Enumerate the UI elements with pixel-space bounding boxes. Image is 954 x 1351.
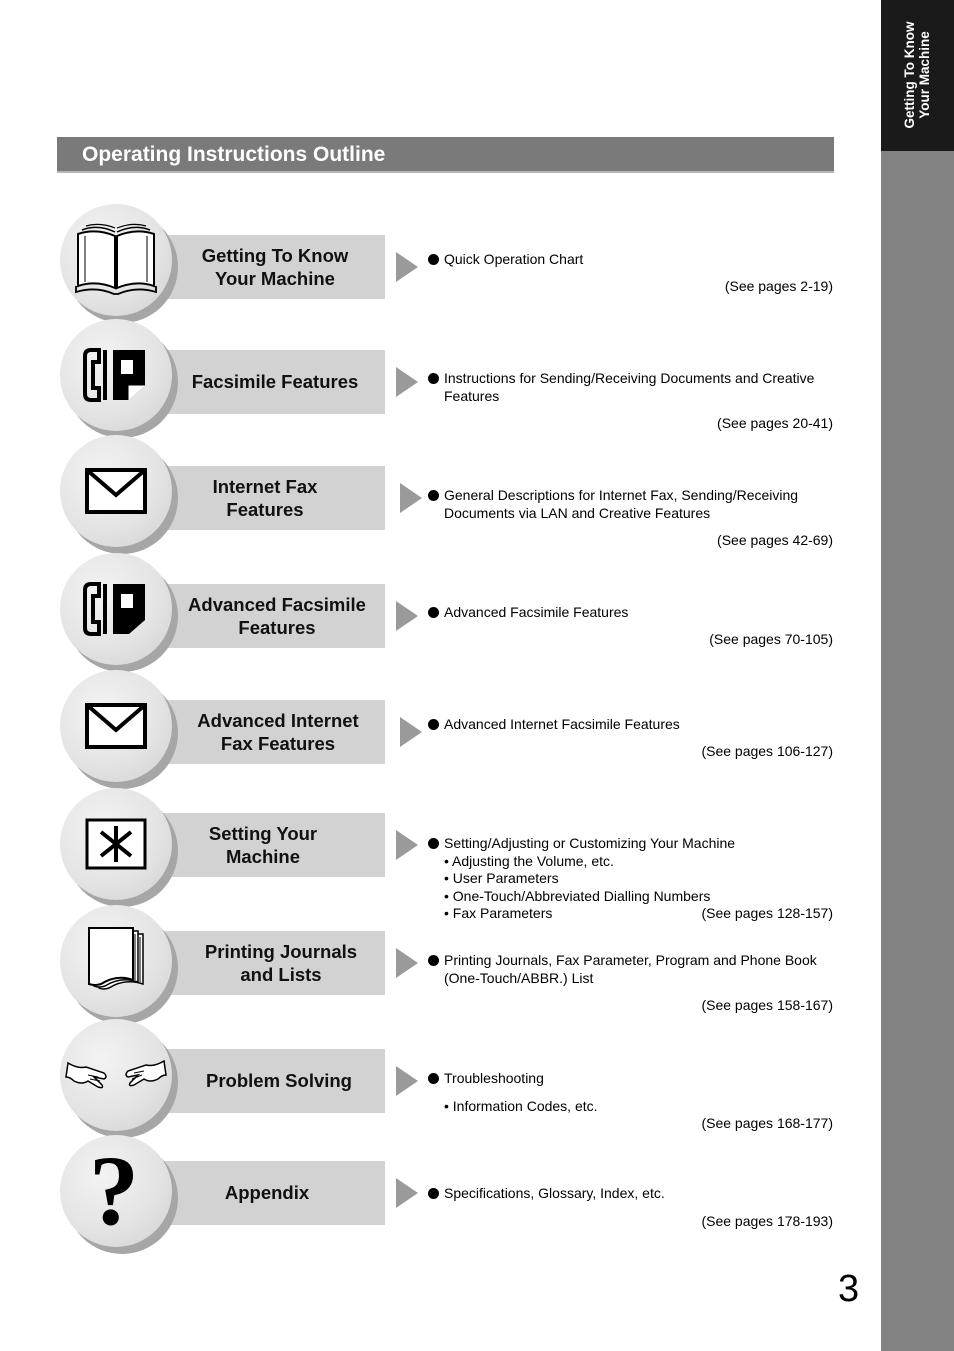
description-item [428, 251, 833, 269]
outline-row-facsimile-features [0, 318, 860, 438]
chapter-title-line2: and Lists [240, 964, 322, 985]
fax-icon [60, 553, 172, 665]
question-mark-icon: ? [89, 1135, 139, 1246]
chapter-title-line1: Appendix [224, 1182, 310, 1204]
chapter-description [428, 370, 833, 433]
description-item [428, 952, 833, 987]
chapter-title-line1: Advanced Internet [197, 709, 359, 731]
envelope-icon [60, 670, 172, 782]
pointer-arrow-icon [396, 252, 418, 282]
description-item [428, 716, 833, 734]
fax-icon [60, 319, 172, 431]
description-text: General Descriptions for Internet Fax, Sending/Receiving [444, 487, 799, 503]
sub-item: • User Parameters [444, 870, 559, 886]
description-text: Instructions for Sending/Receiving Documents and Creative [444, 370, 815, 386]
chapter-title [181, 931, 381, 995]
description-text-continued: (One-Touch/ABBR.) List [444, 969, 594, 986]
outline-row-appendix [0, 1134, 860, 1254]
outline-row-advanced-facsimile [0, 552, 860, 672]
bullet-icon [428, 1188, 439, 1199]
outline-row-getting-to-know [0, 203, 860, 323]
side-tab-line1: Getting To Know [902, 21, 917, 129]
page-reference: (See pages 42-69) [717, 532, 833, 548]
description-text: Advanced Internet Facsimile Features [444, 716, 680, 732]
page-number: 3 [838, 1268, 860, 1310]
pointer-arrow-icon [396, 367, 418, 397]
chapter-title-line2: Fax Features [220, 733, 336, 754]
bullet-icon [428, 490, 439, 501]
chapter-title-line1: Getting To Know [201, 244, 349, 266]
chapter-title-line2: Features [226, 499, 304, 520]
chapter-title [177, 584, 377, 648]
pointer-arrow-icon [396, 830, 418, 860]
side-tab-label [902, 22, 932, 129]
chapter-title [167, 1161, 367, 1225]
description-text-continued: Documents via LAN and Creative Features [444, 504, 711, 521]
chapter-title-line2: Machine [225, 846, 300, 867]
page-reference: (See pages 106-127) [701, 742, 833, 759]
bullet-icon [428, 1073, 439, 1084]
chapter-description [428, 1185, 833, 1230]
bullet-icon [428, 719, 439, 730]
description-text: Specifications, Glossary, Index, etc. [444, 1185, 665, 1201]
chapter-title [175, 235, 375, 299]
page-reference: (See pages 70-105) [709, 630, 833, 647]
chapter-title [179, 1049, 379, 1113]
chapter-title-line1: Problem Solving [206, 1070, 352, 1092]
section-header [57, 137, 834, 173]
pointer-arrow-icon [396, 1066, 418, 1096]
page-reference: (See pages 158-167) [701, 997, 833, 1013]
description-text-continued: Features [444, 387, 500, 404]
description-text: Printing Journals, Fax Parameter, Program and Phone Book [444, 952, 817, 968]
page-reference: (See pages 20-41) [717, 415, 833, 431]
chapter-title-line1: Facsimile Features [191, 371, 359, 393]
outline-row-printing-journals [0, 904, 860, 1024]
description-item [428, 1070, 833, 1088]
outline-row-internet-fax [0, 434, 860, 554]
pointer-arrow-icon [396, 948, 418, 978]
description-item [428, 604, 833, 622]
pointer-arrow-icon [396, 1178, 418, 1208]
page-reference: (See pages 168-177) [701, 1115, 833, 1131]
bullet-icon [428, 373, 439, 384]
description-item [428, 370, 833, 405]
description-text: Advanced Facsimile Features [444, 604, 629, 620]
book-icon [60, 204, 172, 316]
envelope-icon [60, 435, 172, 547]
sub-item: • Information Codes, etc. [444, 1097, 598, 1114]
pointer-arrow-icon [400, 717, 422, 747]
side-tab [881, 0, 954, 1351]
chapter-title-line2: Your Machine [215, 268, 335, 289]
chapter-title [165, 466, 365, 530]
page-reference: (See pages 128-157) [701, 905, 833, 921]
chapter-title [175, 350, 375, 414]
documents-icon [60, 905, 172, 1017]
pointer-arrow-icon [396, 601, 418, 631]
chapter-description [428, 1070, 833, 1133]
description-text: Troubleshooting [444, 1070, 544, 1086]
section-title: Operating Instructions Outline [82, 143, 386, 166]
outline-row-problem-solving [0, 1018, 860, 1138]
handshake-icon [60, 1019, 172, 1131]
chapter-title-line1: Printing Journals [204, 940, 358, 962]
outline-row-setting-your-machine [0, 787, 860, 921]
chapter-title-line2: Features [238, 617, 316, 638]
description-text: Quick Operation Chart [444, 251, 584, 267]
description-item [428, 487, 833, 522]
chapter-title [163, 813, 363, 877]
description-text: Setting/Adjusting or Customizing Your Machine [444, 835, 736, 851]
side-tab-line2: Your Machine [917, 31, 932, 119]
bullet-icon [428, 955, 439, 966]
description-item [428, 835, 833, 853]
chapter-title-line1: Setting Your [208, 822, 318, 844]
bullet-icon [428, 607, 439, 618]
chapter-description [428, 251, 833, 295]
sub-item: • One-Touch/Abbreviated Dialling Numbers [444, 887, 711, 904]
sub-item: • Adjusting the Volume, etc. [444, 852, 614, 869]
pointer-arrow-icon [400, 483, 422, 513]
chapter-title-line1: Internet Fax [212, 475, 318, 497]
page-reference: (See pages 178-193) [701, 1212, 833, 1229]
chapter-title [178, 700, 378, 764]
chapter-description [428, 716, 833, 760]
description-item [428, 1185, 833, 1203]
sub-item: • Fax Parameters [444, 905, 553, 921]
bullet-icon [428, 838, 439, 849]
bullet-icon [428, 254, 439, 265]
chapter-description [428, 487, 833, 550]
asterisk-key-icon [60, 788, 172, 900]
chapter-description [428, 604, 833, 648]
chapter-description [428, 952, 833, 1015]
outline-row-advanced-internet-fax [0, 669, 860, 789]
page-reference: (See pages 2-19) [724, 277, 833, 294]
chapter-title-line1: Advanced Facsimile [188, 593, 366, 615]
